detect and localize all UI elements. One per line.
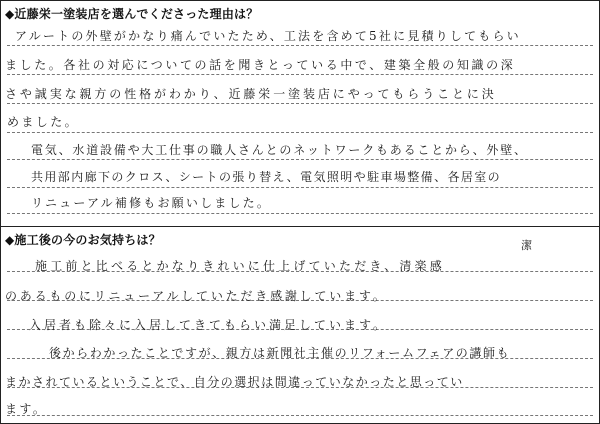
ruled-line bbox=[7, 103, 593, 104]
feeling-heading: ◆施工後の今のお気持ちは？ bbox=[5, 233, 161, 247]
handwritten-line: めました。 bbox=[7, 115, 80, 129]
feeling-section bbox=[1, 226, 599, 424]
reason-heading: ◆近藤栄一塗装店を選んでくださった理由は？ bbox=[5, 7, 259, 21]
handwritten-line: ます。 bbox=[5, 402, 48, 416]
ruled-line bbox=[7, 132, 593, 133]
ruled-line bbox=[7, 415, 593, 416]
ruled-line bbox=[7, 159, 593, 160]
handwritten-line: アルートの外壁がかなり痛んでいたため、工法を含めて5社に見積りしてもらい bbox=[15, 29, 521, 43]
ruled-line bbox=[7, 213, 593, 214]
handwritten-line: さや誠実な親方の性格がわかり、近藤栄一塗装店にやってもらうことに決 bbox=[5, 87, 497, 101]
ruled-line bbox=[7, 45, 593, 46]
handwritten-line: 施工前と比べるとかなりきれいに仕上げていただき、清楽感 bbox=[35, 259, 445, 273]
handwritten-line: リニューアル補修もお願いしました。 bbox=[31, 196, 272, 210]
handwritten-line: のあるものにリニューアルしていただき感謝しています。 bbox=[5, 289, 388, 303]
correction-note: 潔 bbox=[521, 239, 532, 252]
ruled-line bbox=[7, 187, 593, 188]
handwritten-line: まかされているということで、自分の選択は間違っていなかったと思ってい bbox=[5, 375, 464, 389]
handwritten-line: 後からわかったことですが、親方は新聞社主催のリフォームフェアの講師も bbox=[49, 346, 511, 360]
handwritten-line: 共用部内廊下のクロス、シートの張り替え、電気照明や駐車場整備、各居室の bbox=[31, 170, 502, 184]
handwritten-line: 電気、水道設備や大工仕事の職人さんとのネットワークもあることから、外壁、 bbox=[31, 143, 528, 157]
handwritten-line: 入居者も除々に入居してきてもらい満足しています。 bbox=[29, 318, 389, 332]
reason-section bbox=[1, 1, 599, 225]
handwritten-line: ました。各社の対応についての話を聞きとっている中で、建築全般の知識の深 bbox=[5, 58, 516, 72]
ruled-line bbox=[7, 74, 593, 75]
